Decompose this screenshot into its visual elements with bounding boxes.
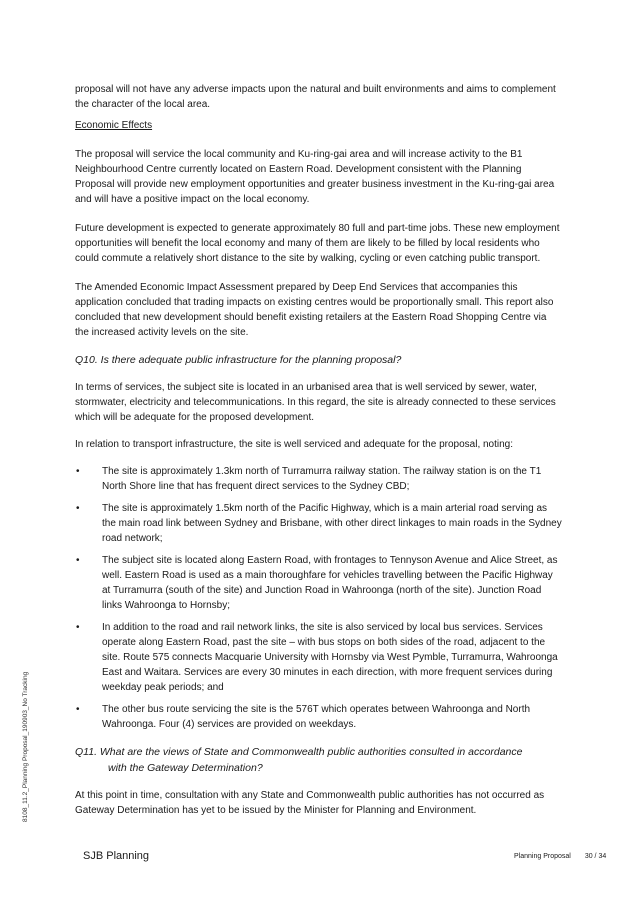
bullet-text: The site is approximately 1.5km north of the Pacific Highway, which is a main arterial road serving as the main road link between Sydney and Brisbane, with other direct linkages to main roads in the Sydney road network;	[102, 503, 562, 544]
bullet-marker: •	[76, 466, 80, 477]
transport-intro-paragraph: In relation to transport infrastructure, the site is well serviced and adequate for the proposal, noting:	[75, 439, 514, 450]
page-body	[75, 82, 562, 818]
bullet-text: The subject site is located along Eastern Road, with frontages to Tennyson Avenue and Alice Street, as well. Eastern Road is used as a main thoroughfare for vehicles travelling between the Pacific Highway at Turramurra (south of the site) and Junction Road in Wahroonga (north of the site). Junction Road links Wahroonga to Hornsby;	[102, 555, 558, 611]
bullet-item	[75, 620, 562, 695]
bullet-text: The other bus route servicing the site is the 576T which operates between Wahroonga and North Wahroonga. Four (4) services are provided on weekdays.	[102, 704, 531, 730]
footer-document-title: Planning Proposal	[514, 853, 571, 860]
consultation-paragraph: At this point in time, consultation with any State and Commonwealth public authorities has not occurred as Gateway Determination has yet to be issued by the Minister for Planning and Environment.	[75, 790, 545, 816]
bullet-marker: •	[76, 555, 80, 566]
question-11-heading	[75, 744, 562, 776]
bullet-item	[75, 501, 562, 546]
economic-paragraph-3: The Amended Economic Impact Assessment prepared by Deep End Services that accompanies this application concluded that trading impacts on existing centres would be proportionally small. This report also concluded that new development should benefit existing retailers at the Eastern Road Shopping Centre via the increased activity levels on the site.	[75, 282, 554, 338]
bullet-item	[75, 702, 562, 732]
bullet-marker: •	[76, 622, 80, 633]
footer-company-name: SJB Planning	[83, 850, 150, 862]
economic-paragraph-2: Future development is expected to generate approximately 80 full and part-time jobs. These new employment opportunities will benefit the local economy and many of them are likely to be filled by local residents who could commute a relatively short distance to the site by walking, cycling or even catching public transport.	[75, 223, 560, 264]
bullet-text: In addition to the road and rail network links, the site is also serviced by local bus services. Services operate along Eastern Road, past the site – with bus stops on both sides of the road, adjacent to the site. Route 575 connects Macquarie University with Hornsby via West Pymble, Turramurra, Wahroonga East and Waitara. Services are every 30 minutes in each direction, with more frequent services during weekday peak periods; and	[102, 622, 558, 693]
transport-bullet-list	[75, 464, 562, 732]
question-11-line-2: with the Gateway Determination?	[108, 762, 263, 774]
footer-page-number: 30 / 34	[584, 853, 607, 860]
bullet-item	[75, 464, 562, 494]
question-11-line-1: Q11. What are the views of State and Commonwealth public authorities consulted in accordance	[75, 746, 523, 758]
economic-paragraph-1: The proposal will service the local community and Ku-ring-gai area and will increase activity to the B1 Neighbourhood Centre currently located on Eastern Road. Development consistent with the Planning Proposal will provide new employment opportunities and greater business investment in the Ku-ring-gai area and will have a positive impact on the local economy.	[75, 149, 555, 205]
services-paragraph: In terms of services, the subject site is located in an urbanised area that is well serviced by sewer, water, stormwater, electricity and telecommunications. In this regard, the site is already connected to these services which will be adequate for the proposed development.	[75, 382, 556, 423]
bullet-text: The site is approximately 1.3km north of Turramurra railway station. The railway station is on the T1 North Shore line that has frequent direct services to the Sydney CBD;	[102, 466, 542, 492]
footer-info	[514, 853, 606, 860]
economic-effects-heading: Economic Effects	[75, 120, 153, 131]
intro-paragraph: proposal will not have any adverse impacts upon the natural and built environments and aims to complement the character of the local area.	[75, 84, 556, 110]
bullet-marker: •	[76, 704, 80, 715]
document-reference-code: 8108_11.2_Planning Proposal_190903_No Tracking	[22, 671, 29, 822]
bullet-item	[75, 553, 562, 613]
bullet-marker: •	[76, 503, 80, 514]
question-10-heading: Q10. Is there adequate public infrastructure for the planning proposal?	[75, 354, 402, 366]
